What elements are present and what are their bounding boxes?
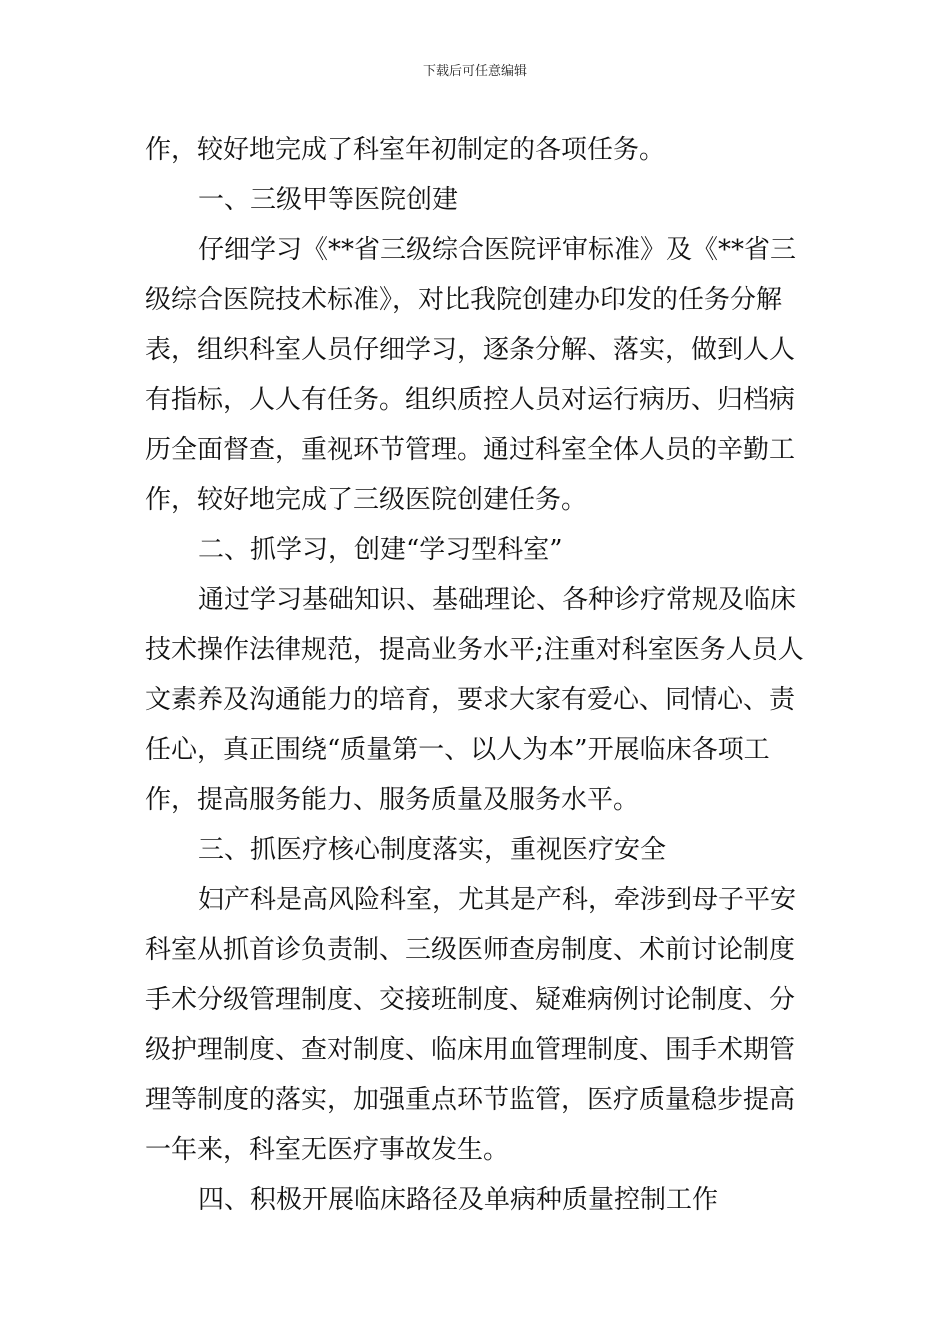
text-line: 科室从抓首诊负责制、三级医师查房制度、术前讨论制度 — [145, 935, 796, 965]
text-line: 仔细学习《**省三级综合医院评审标准》及《**省三 — [198, 235, 797, 265]
text-line: 手术分级管理制度、交接班制度、疑难病例讨论制度、分 — [145, 985, 796, 1015]
text-line: 一年来，科室无医疗事故发生。 — [145, 1135, 510, 1165]
text-line: 级护理制度、查对制度、临床用血管理制度、围手术期管 — [145, 1035, 796, 1065]
section-heading: 三、抓医疗核心制度落实，重视医疗安全 — [198, 835, 667, 865]
section-heading: 四、积极开展临床路径及单病种质量控制工作 — [198, 1185, 719, 1215]
text-line: 有指标，人人有任务。组织质控人员对运行病历、归档病 — [145, 385, 796, 415]
text-line: 任心，真正围绕“质量第一、以人为本”开展临床各项工 — [145, 735, 770, 765]
section-heading: 一、三级甲等医院创建 — [198, 185, 459, 215]
text-line: 表，组织科室人员仔细学习，逐条分解、落实，做到人人 — [145, 335, 796, 365]
page-header: 下载后可任意编辑 — [422, 64, 527, 79]
text-line: 理等制度的落实，加强重点环节监管，医疗质量稳步提高 — [145, 1085, 796, 1115]
text-line: 妇产科是高风险科室，尤其是产科，牵涉到母子平安 — [198, 885, 797, 915]
text-line: 技术操作法律规范，提高业务水平;注重对科室医务人员人 — [145, 635, 804, 665]
text-line: 作，较好地完成了科室年初制定的各项任务。 — [145, 135, 666, 165]
text-line: 文素养及沟通能力的培育，要求大家有爱心、同情心、责 — [145, 685, 796, 715]
text-line: 级综合医院技术标准》，对比我院创建办印发的任务分解 — [145, 285, 783, 315]
text-line: 历全面督查，重视环节管理。通过科室全体人员的辛勤工 — [145, 435, 796, 465]
section-heading: 二、抓学习，创建“学习型科室” — [198, 535, 563, 565]
text-line: 作，较好地完成了三级医院创建任务。 — [145, 485, 588, 515]
text-line: 作，提高服务能力、服务质量及服务水平。 — [145, 785, 640, 815]
text-line: 通过学习基础知识、基础理论、各种诊疗常规及临床 — [198, 585, 797, 615]
